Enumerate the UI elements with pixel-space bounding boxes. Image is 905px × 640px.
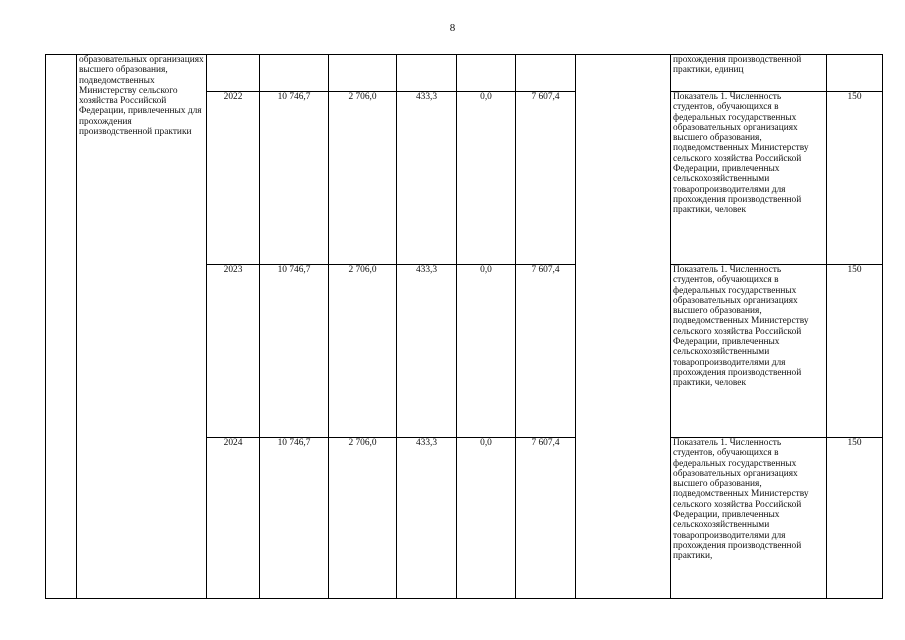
other-cell: 7 607,4: [516, 265, 576, 438]
responsible-cell: [576, 55, 671, 599]
indicator-cell: Показатель 1. Численность студентов, обучающихся в федеральных государственных образовательных организациях высшего образования, подведомственных Министерству сельского хозяйства Российской Федерации, привлеченных сельскохозяйственными товаропроизводителями для прохождения производственной практики, человек: [671, 92, 827, 265]
measure-name-cell: образовательных организациях высшего образования, подведомственных Министерству сельского хозяйства Российской Федерации, привлеченных для прохождения производственной практики: [77, 55, 207, 599]
local-cell: 0,0: [457, 265, 516, 438]
other-cell: [516, 55, 576, 92]
page-number: 8: [449, 22, 456, 34]
year-cell: 2022: [207, 92, 260, 265]
row-number-cell: [46, 55, 77, 599]
other-cell: 7 607,4: [516, 92, 576, 265]
program-table: [45, 54, 883, 599]
other-cell: 7 607,4: [516, 438, 576, 599]
total-cell: 10 746,7: [260, 92, 329, 265]
local-cell: [457, 55, 516, 92]
target-cell: 150: [827, 92, 883, 265]
federal-cell: [329, 55, 397, 92]
federal-cell: 2 706,0: [329, 92, 397, 265]
table-row: [46, 55, 883, 92]
regional-cell: 433,3: [397, 438, 457, 599]
total-cell: 10 746,7: [260, 438, 329, 599]
year-cell: [207, 55, 260, 92]
federal-cell: 2 706,0: [329, 438, 397, 599]
target-cell: [827, 55, 883, 92]
indicator-cell: Показатель 1. Численность студентов, обучающихся в федеральных государственных образовательных организациях высшего образования, подведомственных Министерству сельского хозяйства Российской Федерации, привлеченных сельскохозяйственными товаропроизводителями для прохождения производственной практики,: [671, 438, 827, 599]
target-cell: 150: [827, 265, 883, 438]
total-cell: [260, 55, 329, 92]
target-cell: 150: [827, 438, 883, 599]
year-cell: 2023: [207, 265, 260, 438]
regional-cell: [397, 55, 457, 92]
regional-cell: 433,3: [397, 92, 457, 265]
local-cell: 0,0: [457, 92, 516, 265]
local-cell: 0,0: [457, 438, 516, 599]
indicator-cell: прохождения производственной практики, единиц: [671, 55, 827, 92]
federal-cell: 2 706,0: [329, 265, 397, 438]
indicator-cell: Показатель 1. Численность студентов, обучающихся в федеральных государственных образовательных организациях высшего образования, подведомственных Министерству сельского хозяйства Российской Федерации, привлеченных сельскохозяйственными товаропроизводителями для прохождения производственной практики, человек: [671, 265, 827, 438]
year-cell: 2024: [207, 438, 260, 599]
regional-cell: 433,3: [397, 265, 457, 438]
total-cell: 10 746,7: [260, 265, 329, 438]
